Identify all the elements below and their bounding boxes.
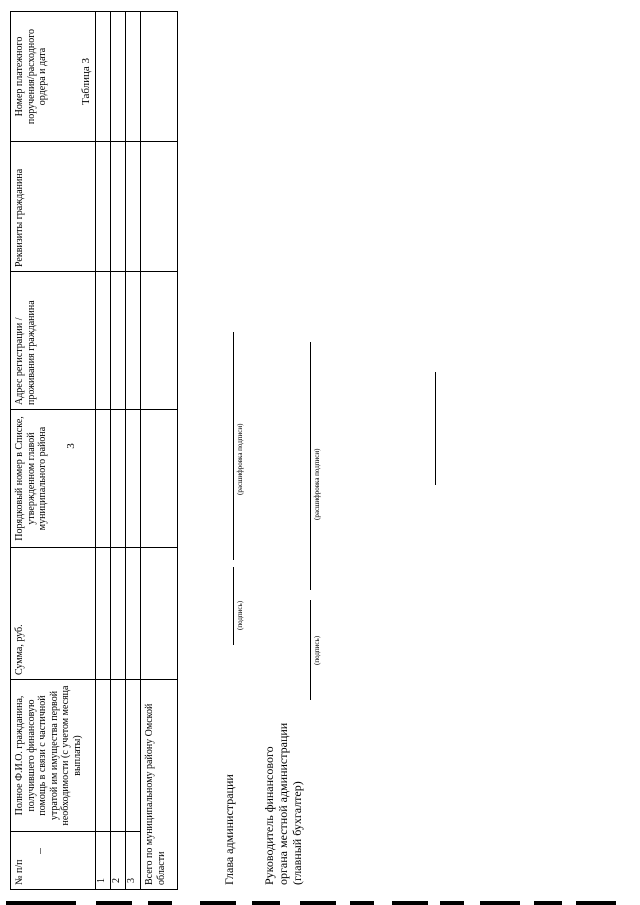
table-cell [126,12,141,142]
head-signature-caption: (подпись) [236,600,244,630]
table-cell [96,142,111,272]
header-fio: Полное Ф.И.О. гражданина, получившего финансовую помощь в связи с частичной утратой им имущества первой необходимости (с учетом месяца выплаты) [11,680,96,832]
table-cell [96,410,111,548]
finance-decode-caption: (расшифровка подписи) [313,448,321,520]
table-row [126,12,141,890]
payments-table [10,11,178,890]
row-number: 1 [96,832,111,890]
table-cell [126,142,141,272]
scan-edge [148,901,172,905]
table-cell [141,272,178,410]
table-cell [141,548,178,680]
row-number: 2 [111,832,126,890]
table-cell [126,410,141,548]
table-row [96,12,111,890]
header-sum: Сумма, руб. [11,548,96,680]
scan-edge [96,901,132,905]
table-cell [96,12,111,142]
header-payment-order: Номер платежного поручения/расходного ордера и дата [11,12,96,142]
table-caption: Таблица 3 [80,57,92,105]
scan-edge [252,901,280,905]
scan-edge [534,901,562,905]
table-cell [141,12,178,142]
table-cell [111,548,126,680]
scan-edge [6,901,76,905]
header-address: Адрес регистрации / проживания гражданина [11,272,96,410]
scan-edge [200,901,236,905]
head-signature-line [233,567,234,645]
scan-edge [392,901,428,905]
table-cell [96,680,111,832]
table-header-row [11,12,96,890]
header-list-number: Порядковый номер в Списке, утвержденном главой муниципального района [11,410,96,548]
head-decode-line [233,332,234,560]
table-cell [111,142,126,272]
margin-rule [435,372,436,485]
total-label: Всего по муниципальному району Омской области [141,680,178,890]
table-cell [111,410,126,548]
rotated-content [0,5,321,890]
table-cell [126,272,141,410]
table-cell [141,410,178,548]
table-cell [111,12,126,142]
finance-head-label-line3: (главный бухгалтер) [290,781,304,885]
finance-head-label-line1: Руководитель финансового [262,746,276,885]
table-row [111,12,126,890]
head-of-administration-label: Глава администрации [222,774,236,885]
table-cell [111,680,126,832]
scan-edge [350,901,374,905]
finance-head-label-line2: органа местной администрации [276,722,290,885]
finance-signature-caption: (подпись) [313,635,321,665]
table-cell [141,142,178,272]
head-decode-caption: (расшифровка подписи) [236,423,244,495]
scan-edge [480,901,520,905]
row-number: 3 [126,832,141,890]
finance-decode-line [310,342,311,590]
scan-edge [440,901,464,905]
table-cell [111,272,126,410]
table-cell [96,548,111,680]
table-cell [96,272,111,410]
table-cell [126,548,141,680]
total-row [141,12,178,890]
scan-edge [576,901,616,905]
scan-edge [300,901,336,905]
header-requisites: Реквизиты гражданина [11,142,96,272]
header-num: № п/п [11,832,96,890]
page-number: 3 [64,443,77,449]
table-cell [126,680,141,832]
finance-signature-line [310,600,311,700]
